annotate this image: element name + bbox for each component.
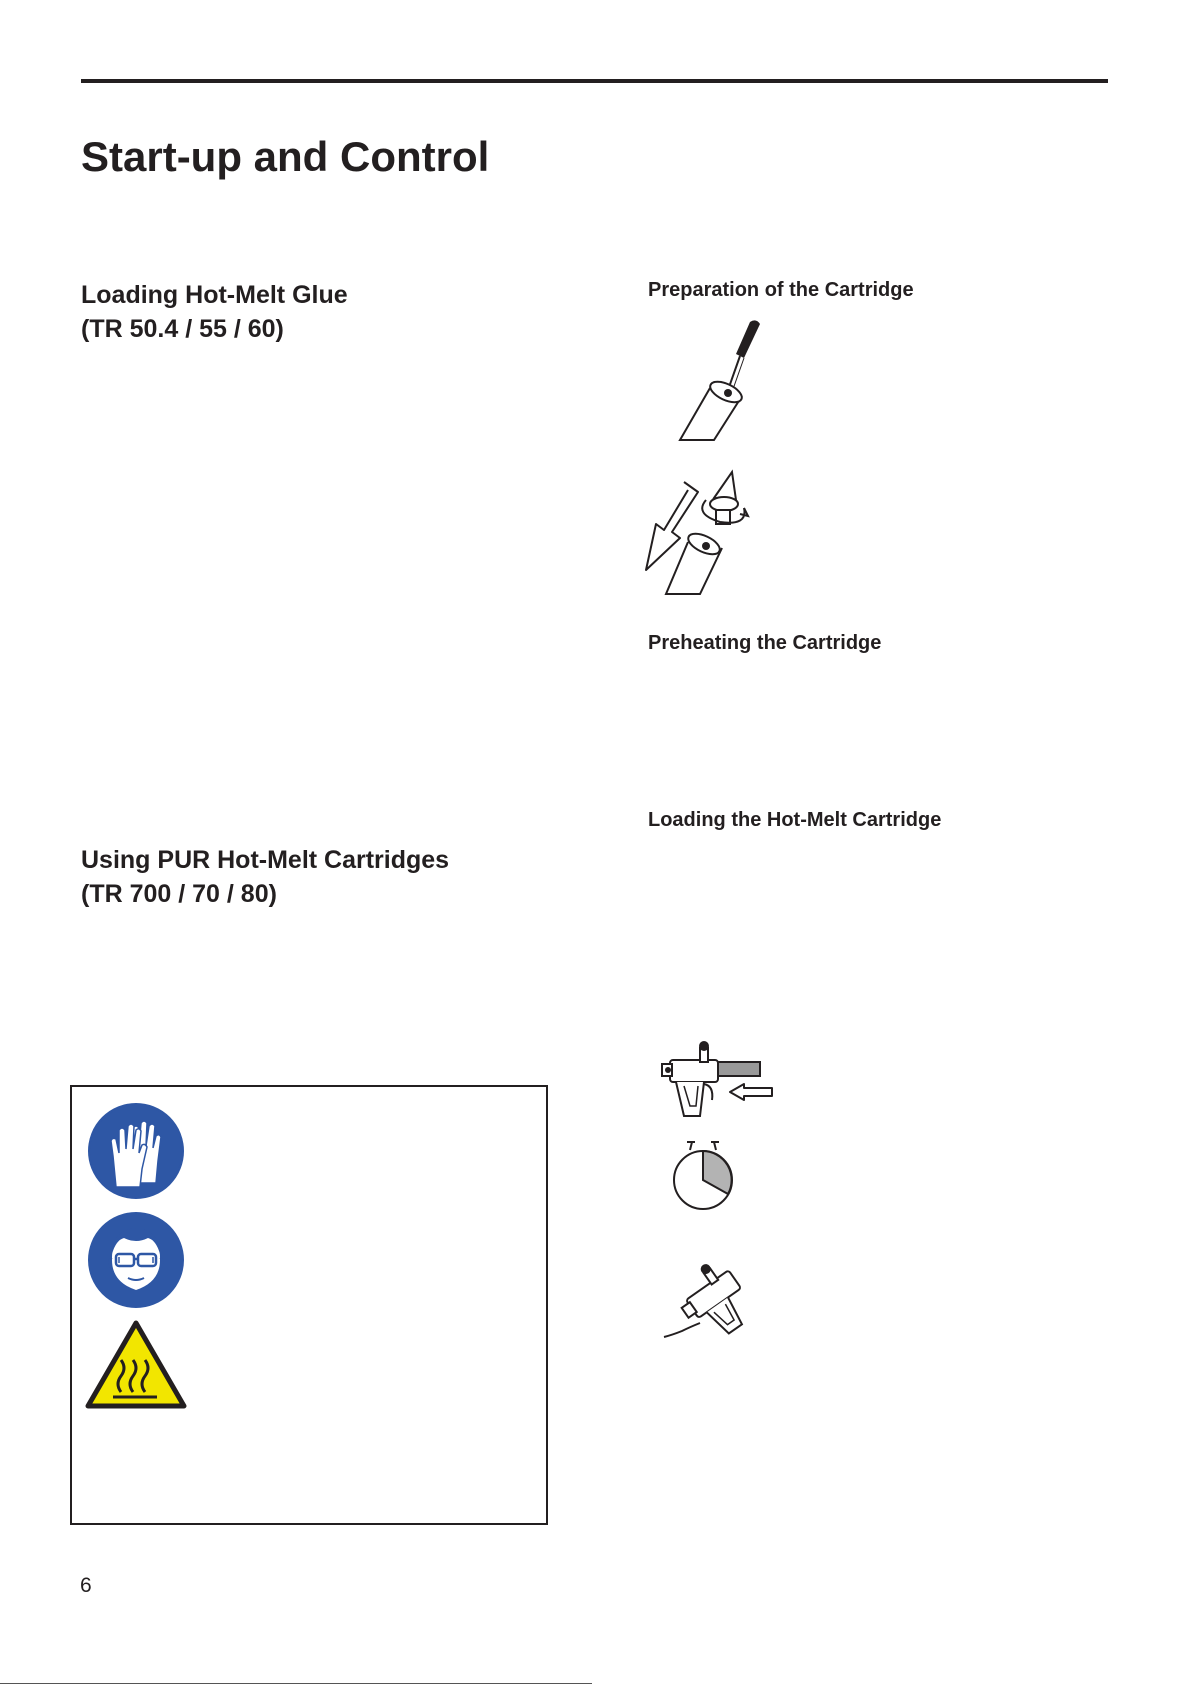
section-heading-using-pur-cartridges — [81, 843, 449, 911]
section-heading-line: Using PUR Hot-Melt Cartridges — [81, 846, 450, 874]
section-heading-loading-hot-melt-glue — [81, 278, 348, 346]
gloves-icon — [86, 1101, 186, 1201]
glue-gun-operating-icon — [660, 1253, 774, 1343]
heading-preheating-cartridge: Preheating the Cartridge — [648, 632, 882, 654]
page-number: 6 — [80, 1574, 92, 1597]
bottom-divider — [0, 1683, 592, 1684]
heading-loading-hot-melt-cartridge: Loading the Hot-Melt Cartridge — [648, 809, 942, 831]
nozzle-fitting-icon — [644, 470, 774, 598]
glue-gun-loading-icon — [660, 1040, 774, 1124]
section-heading-line: (TR 700 / 70 / 80) — [81, 880, 277, 908]
safety-goggles-icon — [86, 1210, 186, 1310]
top-rule — [81, 79, 1108, 83]
section-heading-line: Loading Hot-Melt Glue — [81, 281, 348, 309]
page-title: Start-up and Control — [81, 133, 490, 180]
heading-preparation-of-cartridge: Preparation of the Cartridge — [648, 279, 914, 301]
hot-surface-warning-icon — [85, 1320, 187, 1410]
section-heading-line: (TR 50.4 / 55 / 60) — [81, 315, 284, 343]
cartridge-piercing-icon — [670, 318, 780, 446]
timer-icon — [670, 1140, 736, 1212]
